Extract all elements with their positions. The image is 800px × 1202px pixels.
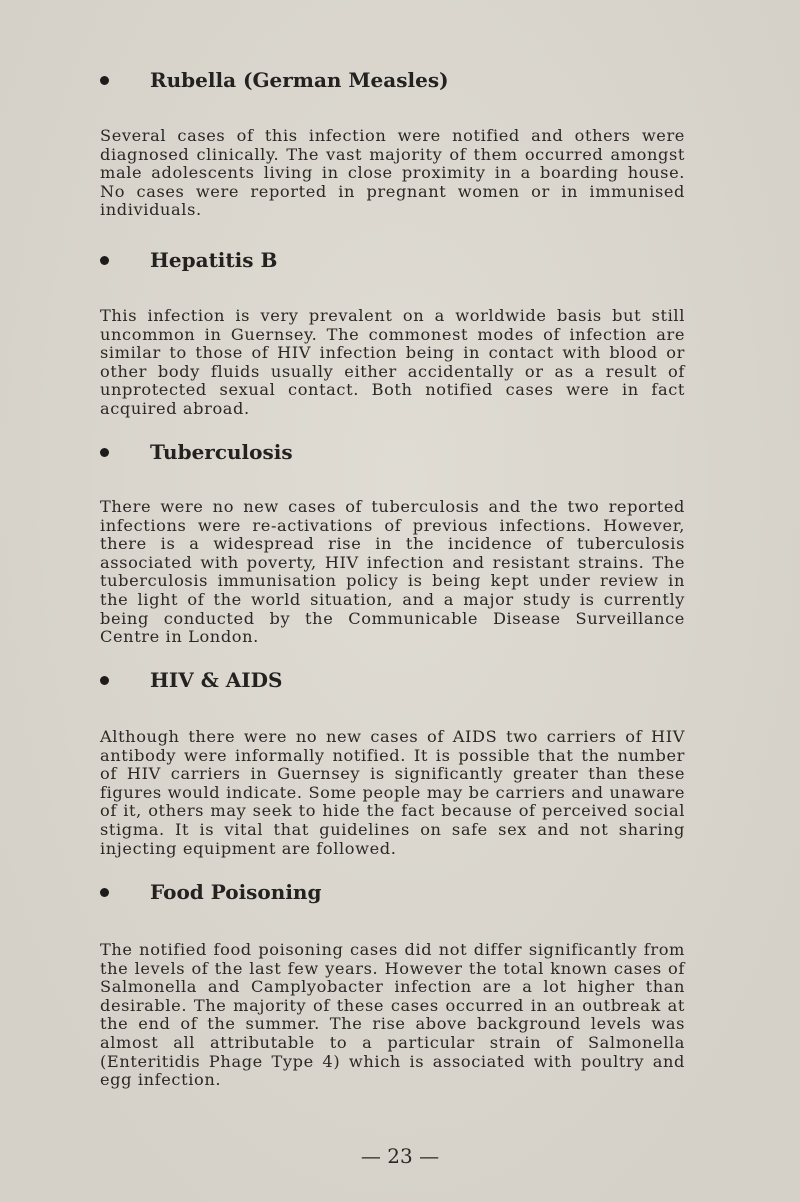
section-heading	[100, 65, 685, 95]
section-heading	[100, 437, 685, 467]
heading-text: Tuberculosis	[150, 440, 293, 464]
heading-text: Rubella (German Measles)	[150, 68, 449, 92]
section-heading	[100, 877, 685, 907]
section-paragraph: The notified food poisoning cases did not differ significantly from the levels of the last few years. However the total known cases of Salmonella and Camplyobacter infection are a lot higher than desirable. The majority of these cases occurred in an outbreak at the end of the summer. The rise above background levels was almost all attributable to a particular strain of Salmonella (Enteritidis Phage Type 4) which is associated with poultry and egg infection.	[100, 940, 685, 1090]
section-paragraph: This infection is very prevalent on a worldwide basis but still uncommon in Guernsey. The commonest modes of infection are similar to those of HIV infection being in contact with blood or other body fluids usually either accidentally or as a result of unprotected sexual contact. Both notified cases were in fact acquired abroad.	[100, 306, 685, 418]
bullet-icon	[100, 888, 109, 897]
page-number: — 23 —	[360, 1144, 440, 1168]
heading-text: HIV & AIDS	[150, 668, 283, 692]
bullet-icon	[100, 256, 109, 265]
bullet-icon	[100, 76, 109, 85]
bullet-icon	[100, 676, 109, 685]
section-paragraph: There were no new cases of tuberculosis and the two reported infections were re-activations of previous infections. However, there is a widespread rise in the incidence of tuberculosis associated with poverty, HIV infection and resistant strains. The tuberculosis immunisation policy is being kept under review in the light of the world situation, and a major study is currently being conducted by the Communicable Disease Surveillance Centre in London.	[100, 497, 685, 647]
section-heading	[100, 665, 685, 695]
heading-text: Food Poisoning	[150, 880, 322, 904]
section-hepatitis-b	[100, 245, 685, 419]
bullet-icon	[100, 448, 109, 457]
section-paragraph: Several cases of this infection were notified and others were diagnosed clinically. The vast majority of them occurred amongst male adolescents living in close proximity in a boarding house. No cases were reported in pregnant women or in immunised individuals.	[100, 126, 685, 220]
section-paragraph: Although there were no new cases of AIDS two carriers of HIV antibody were informally notified. It is possible that the number of HIV carriers in Guernsey is significantly greater than these figures would indicate. Some people may be carriers and unaware of it, others may seek to hide the fact because of perceived social stigma. It is vital that guidelines on safe sex and not sharing injecting equipment are followed.	[100, 727, 685, 858]
section-hiv-aids	[100, 665, 685, 858]
heading-text: Hepatitis B	[150, 248, 278, 272]
section-tuberculosis	[100, 437, 685, 647]
section-food-poisoning	[100, 877, 685, 1090]
section-heading	[100, 245, 685, 275]
section-rubella	[100, 65, 685, 220]
